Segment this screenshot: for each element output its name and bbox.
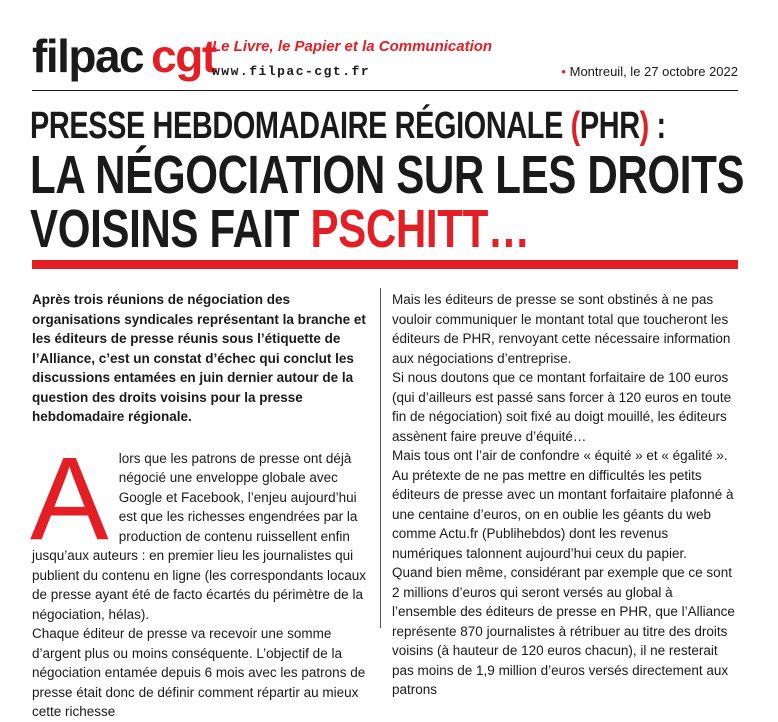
headline — [30, 104, 745, 259]
left-column — [32, 290, 368, 722]
lede-paragraph: Après trois réunions de négociation des organisations syndicales représentant la branche et les éditeurs de presse réunis sous l’étiquette de l’Alliance, c’est un constat d’échec qui conclut les discussions entamées en juin dernier autour de la question des droits voisins pour la presse hebdomadaire régionale. — [32, 292, 366, 424]
header-rule — [32, 90, 738, 91]
dateline — [561, 64, 738, 79]
date-text: Montreuil, le 27 octobre 2022 — [569, 64, 738, 79]
left-body — [30, 432, 368, 722]
right-paragraph-5: Quand bien même, considérant par exemple que ce sont 2 millions d’euros qui seront versés au global à l’ensemble des éditeurs de presse en PHR, que l’Alliance représente 870 journalistes à rétribuer au titre des droits voisins (à hauteur de 120 euros chacun), il ne resterait pas moins de 1,9 million d’euros versés directement aux patrons — [392, 565, 735, 697]
masthead — [32, 30, 738, 90]
website-link[interactable]: www.filpac-cgt.fr — [212, 64, 371, 79]
headline-line-2: LA NÉGOCIATION SUR LES DROITS — [30, 145, 745, 205]
headline-pschitt: PSCHITT… — [310, 199, 530, 259]
right-paragraph-3: Mais tous ont l’air de confondre « équité » et « égalité ». — [392, 448, 728, 463]
kicker-text: PRESSE HEBDOMADAIRE RÉGIONALE — [30, 105, 571, 147]
drop-cap: A — [30, 432, 109, 565]
right-paragraph-1: Mais les éditeurs de presse se sont obstinés à ne pas vouloir communiquer le montant total que toucheront les éditeurs de PHR, renvoyant cette nécessaire information aux négociations d’entreprise. — [392, 292, 731, 366]
tagline: Le Livre, le Papier et la Communication — [212, 38, 493, 55]
column-divider — [380, 288, 381, 628]
date-bullet: • — [561, 64, 566, 79]
left-paragraph-2: Chaque éditeur de presse va recevoir une somme d’argent plus ou moins conséquente. L’objectif de la négociation entamée depuis 6 mois avec les patrons de presse était donc de définir comment répartir au mieux cette richesse — [32, 626, 366, 719]
right-paragraph-2: Si nous doutons que ce montant forfaitaire de 100 euros (qui d’ailleurs est passé sans forcer à 120 euros en toute fin de négociation) soit fixé au doigt mouillé, les éditeurs assènent faire preuve d’équité… — [392, 370, 732, 444]
right-paragraph-4: Au prétexte de ne pas mettre en difficultés les petits éditeurs de presse avec un montant forfaitaire plafonné à une centaine d’euros, on en oublie les géants du web comme Actu.fr (Publihebdos) dont les revenus numériques talonnent aujourd’hui ceux du papier. — [392, 467, 734, 561]
kicker-paren-close: ) — [639, 105, 649, 147]
logo-filpac: filpac — [32, 30, 144, 82]
kicker-phr: PHR — [579, 105, 640, 147]
right-column — [392, 290, 738, 700]
kicker-paren-open: ( — [570, 105, 580, 147]
logo-cgt: cgt — [151, 30, 216, 82]
left-paragraph-1: lors que les patrons de presse ont déjà négocié une enveloppe globale avec Google et Facebook, l’enjeu aujourd’hui est que les richesses engendrées par la production de contenu ruissellent enfin jusqu’aux auteurs : en premier lieu les journalistes qui publient du contenu en ligne (les correspondants locaux de presse ayant été de facto écartés du périmètre de la négociation, hélas). — [32, 450, 366, 622]
headline-line-3-text: VOISINS FAIT — [30, 199, 311, 259]
red-rule — [32, 260, 738, 269]
headline-line-3 — [30, 199, 585, 259]
headline-kicker — [30, 104, 666, 148]
filpac-cgt-logo[interactable] — [32, 30, 216, 82]
kicker-colon: : — [648, 105, 666, 147]
